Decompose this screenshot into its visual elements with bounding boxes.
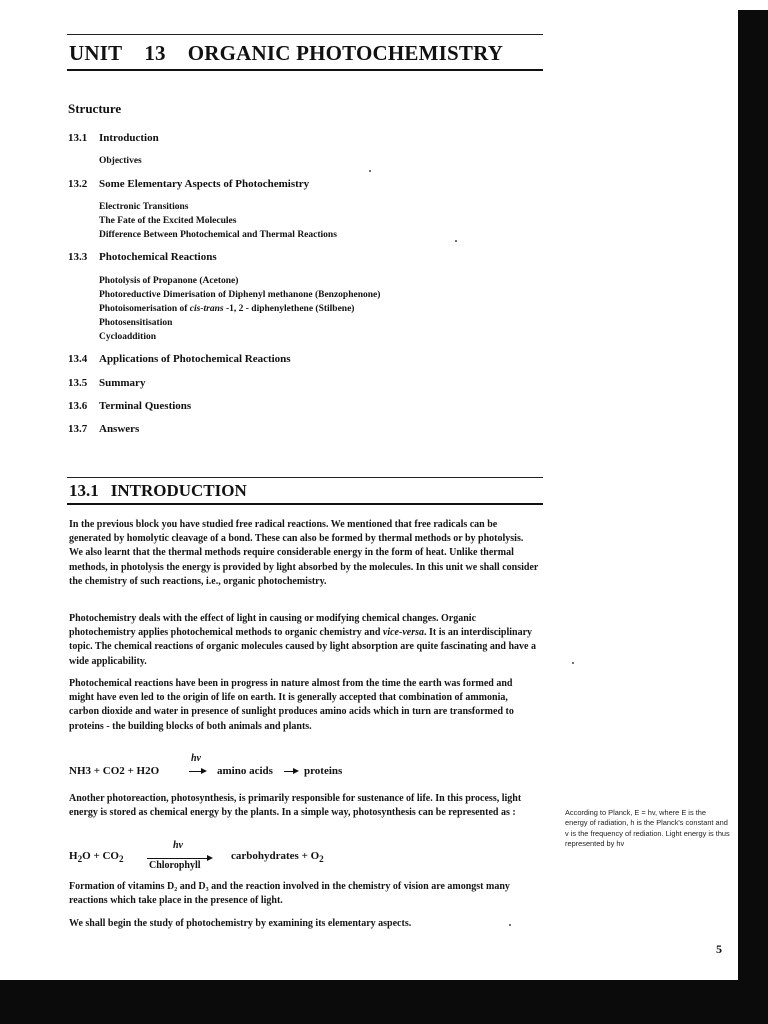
margin-note-planck: According to Planck, E = hv, where E is the energy of radiation, h is the Planck's constant and v is the frequency of rediation. Light energy is thus represented by hv [565,808,730,849]
paragraph-intro: In the previous block you have studied free radical reactions. We mentioned that free radicals can be generated by homolytic cleavage of a bond. These can also be formed by thermal methods or by photolysis. We also learnt that the thermal methods require considerable energy in the form of heat. Unlike thermal methods, in photolysis the energy is provided by light absorbed by the molecules. In this unit we shall consider the chemistry of such reactions, i.e., organic photochemistry. [69,519,539,587]
toc-subitems [99,274,380,344]
toc-subitem: Photosensitisation [99,318,173,328]
paragraph-nature: Photochemical reactions have been in progress in nature almost from the time the earth was formed and might have even led to the origin of life on earth. It is generally accepted that combination of ammonia, carbon dioxide and water in presence of sunlight produces amino acids which in turn are transformed to proteins - the building blocks of both animals and plants. [69,678,514,732]
toc-subitem: The Fate of the Excited Molecules [99,216,237,226]
header-rule-top [67,34,543,35]
toc-subitems [99,154,142,168]
section-title: 13.1 INTRODUCTION [69,481,247,500]
unit-title [69,41,544,66]
toc-subitems [99,200,337,242]
toc-item: 13.6 Terminal Questions [68,400,192,412]
equation-photosynthesis: $H_2O + CO_2$ hv Chlorophyll carbohydrates + $O_2$ [69,840,324,871]
paragraph-photochemistry: Photochemistry deals with the effect of light in causing or modifying chemical changes. Organic photochemistry applies photochemical methods to organic chemistry and vice-versa. It is an interdisciplinary topic. The chemical reactions of organic molecules caused by light absorption are quite fascinating and have a wide applicability. [69,613,536,667]
page-number: 5 [716,942,722,956]
scan-edge-bottom [0,980,768,1024]
toc-item: 13.7 Answers [68,423,140,435]
toc-subitem: Electronic Transitions [99,202,189,212]
paragraph-vitamins: Formation of vitamins D₂ and D₃ and the reaction involved in the chemistry of vision are amongst many reactions which take place in the presence of light. [69,881,510,907]
toc-subitem: Difference Between Photochemical and Thermal Reactions [99,230,337,240]
toc-item: 13.1 Introduction [68,132,159,144]
header-rule-bottom [67,69,543,71]
toc-item: 13.5 Summary [68,377,146,389]
section-rule-bottom [67,503,543,505]
toc-item: 13.2 Some Elementary Aspects of Photochemistry [68,178,310,190]
unit-name: ORGANIC PHOTOCHEMISTRY [187,41,504,65]
scan-speck [509,924,511,926]
toc-subitem: Photoreductive Dimerisation of Diphenyl methanone (Benzophenone) [99,290,381,300]
toc-subitem: Objectives [99,156,142,166]
scan-speck [455,240,457,242]
toc-item: 13.3 Photochemical Reactions [68,251,217,263]
unit-label: UNIT [69,41,123,65]
scan-edge-right [738,10,768,1000]
scan-speck [572,662,574,664]
toc-subitem: Photolysis of Propanone (Acetone) [99,276,239,286]
paragraph-closing: We shall begin the study of photochemistry by examining its elementary aspects. [69,918,412,929]
structure-heading: Structure [68,101,122,116]
equation-amino-acids: NH3 + CO2 + H2O hv amino acids proteins [69,753,343,777]
section-rule-top [67,477,543,478]
toc-subitem: Cycloaddition [99,332,157,342]
unit-number: 13 [144,41,166,65]
paragraph-photosynthesis: Another photoreaction, photosynthesis, is primarily responsible for sustenance of life. In this process, light energy is stored as chemical energy by the plants. In a simple way, photosynthesis can be represented as : [69,793,522,819]
toc-subitem: Photoisomerisation of cis-trans -1, 2 - diphenylethene (Stilbene) [99,304,355,314]
scan-speck [369,170,371,172]
toc-item: 13.4 Applications of Photochemical Reactions [68,353,291,365]
